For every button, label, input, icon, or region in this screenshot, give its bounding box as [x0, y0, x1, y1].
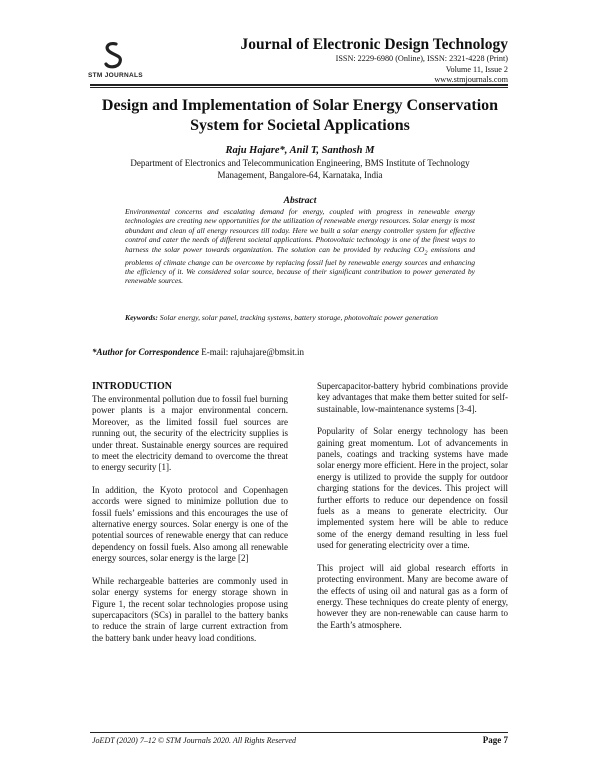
body-column-left [92, 381, 288, 655]
affiliation-line-2: Management, Bangalore-64, Karnataka, India [217, 169, 383, 180]
page-number: Page 7 [482, 735, 508, 745]
body-paragraph: Popularity of Solar energy technology has been gaining great momentum. Lot of advancements in panels, coatings and tracking systems have made solar energy more efficient. Here in the project, solar energy is utilized to provide the supply for outdoor charging stations for the devices. This project will further efforts to reduce our dependence on fossil fuels as a means to generate electricity. Our implemented system here will be able to reduce some of the energy demand resulting in less fuel used for generating electricity over a time. [317, 426, 508, 551]
header-divider [90, 84, 508, 86]
body-column-right [317, 381, 508, 642]
footer-citation: JoEDT (2020) 7–12 © STM Journals 2020. All Rights Reserved [92, 736, 296, 745]
abstract-subscript: 2 [424, 249, 428, 257]
correspondence [92, 347, 304, 357]
journal-title: Journal of Electronic Design Technology [240, 36, 508, 53]
body-paragraph: Supercapacitor-battery hybrid combinations provide key advantages that make them better suited for self-sustainable, low-maintenance systems [3-4]. [317, 381, 508, 414]
abstract-text [125, 207, 475, 286]
journal-website[interactable]: www.stmjournals.com [434, 75, 508, 84]
section-heading-introduction: INTRODUCTION [92, 381, 173, 392]
paper-title-line-2: System for Societal Applications [190, 117, 410, 134]
abstract-text-part-1: Environmental concerns and escalating demand for energy, coupled with progress in renewable energy technologies are creating new opportunities for the utilization of renewable energy resources. Solar energy is most abundant and clean of all energy resources till today. Here we built a solar energy controller system for effective control and cater the needs of different societal applications. Photovoltaic technology is one of the finest ways to harness the solar power towards organization. The solution can be provided by reducing CO [125, 207, 475, 254]
abstract-heading: Abstract [283, 196, 317, 206]
journal-volume: Volume 11, Issue 2 [445, 64, 508, 74]
footer-divider [90, 732, 508, 733]
stm-logo-icon [86, 40, 150, 72]
paper-authors: Raju Hajare*, Anil T, Santhosh M [225, 145, 375, 156]
body-paragraph: While rechargeable batteries are commonly used in solar energy systems for energy storage shown in Figure 1, the recent solar technologies propose using supercapacitors (SCs) in parallel to the battery banks to reduce the strain of large current extraction from the battery bank under heavy load conditions. [92, 575, 288, 643]
journal-header [240, 36, 508, 86]
journal-issn: ISSN: 2229-6980 (Online), ISSN: 2321-4228 (Print) [335, 54, 508, 63]
paper-title-line-1: Design and Implementation of Solar Energy Conservation [101, 97, 499, 114]
keywords-label: Keywords: [125, 313, 158, 322]
paper-title [92, 96, 508, 136]
logo-text: STM JOURNALS [88, 72, 143, 79]
correspondence-email[interactable]: E-mail: rajuhajare@bmsit.in [199, 347, 305, 357]
keywords [125, 313, 475, 322]
body-paragraph: In addition, the Kyoto protocol and Copenhagen accords were signed to minimize pollution due to fossil fuels’ emissions and this encourages the use of alternative energy sources. Solar energy is one of the potential sources of renewable energy that can reduce dependency on fossil fuels. Also among all renewable energy sources, solar energy is the large [2] [92, 484, 288, 564]
body-paragraph: This project will aid global research efforts in protecting environment. Many are become aware of the effects of using oil and natural gas as a form of energy. These techniques do create plenty of energy, however they are non-renewable can cause harm to the Earth’s atmosphere. [317, 562, 508, 630]
body-paragraph: The environmental pollution due to fossil fuel burning power plants is a major environmental concern. Moreover, as the limited fossil fuel sources are running out, the security of the electricity supplies is under threat. Sustainable energy sources are required to meet the electricity demand to overcome the threat to energy security [1]. [92, 394, 288, 473]
abstract-text-part-2: emissions and problems of climate change can be overcome by replacing fossil fuel by renewable energy sources and enhancing the efficiency of it. We considered solar source, because of their significant contribution to power generated by renewable sources. [125, 244, 475, 286]
keywords-list: Solar energy, solar panel, tracking systems, battery storage, photovoltaic power generation [157, 313, 438, 322]
header-divider-thin [90, 87, 508, 88]
affiliation-line-1: Department of Electronics and Telecommunication Engineering, BMS Institute of Technology [130, 158, 470, 168]
paper-affiliation [130, 158, 470, 181]
correspondence-label: *Author for Correspondence [92, 347, 200, 357]
